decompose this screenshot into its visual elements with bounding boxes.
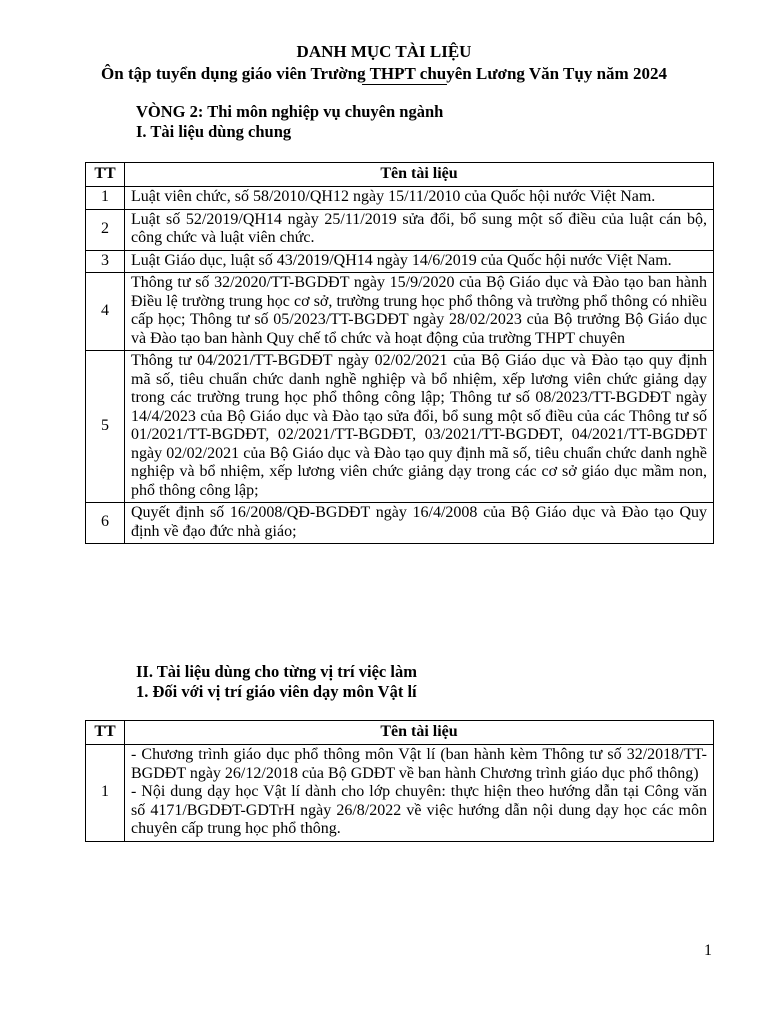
section2-heading: II. Tài liệu dùng cho từng vị trí việc làm (136, 662, 417, 681)
row-number: 4 (86, 273, 125, 351)
title-underline (362, 84, 447, 85)
table-row (86, 273, 714, 351)
document-name: Thông tư số 32/2020/TT-BGDĐT ngày 15/9/2020 của Bộ Giáo dục và Đào tạo ban hành Điều lệ trường trung học cơ sở, trường trung học phổ thông và trường phổ thông có nhiều cấp học; Thông tư số 05/2023/TT-BGDĐT ngày 28/02/2023 của Bộ trưởng Bộ Giáo dục và Đào tạo ban hành Quy chế tổ chức và hoạt động của trường THPT chuyên (125, 273, 714, 351)
document-name: Luật Giáo dục, luật số 43/2019/QH14 ngày 14/6/2019 của Quốc hội nước Việt Nam. (125, 250, 714, 273)
physics-documents-table (85, 720, 714, 842)
document-name: Luật số 52/2019/QH14 ngày 25/11/2019 sửa đổi, bổ sung một số điều của luật cán bộ, công chức và luật viên chức. (125, 209, 714, 250)
section2-sub-heading: 1. Đối với vị trí giáo viên dạy môn Vật lí (136, 682, 417, 701)
table-row (86, 187, 714, 210)
round-heading: VÒNG 2: Thi môn nghiệp vụ chuyên ngành (136, 102, 444, 121)
header-document-name: Tên tài liệu (125, 721, 714, 745)
common-documents-table (85, 162, 714, 544)
table-row (86, 351, 714, 503)
row-number: 3 (86, 250, 125, 273)
table-row (86, 503, 714, 544)
table-header-row (86, 721, 714, 745)
header-tt: TT (86, 163, 125, 187)
section1-heading: I. Tài liệu dùng chung (136, 122, 292, 141)
row-number: 6 (86, 503, 125, 544)
header-document-name: Tên tài liệu (125, 163, 714, 187)
table-row (86, 745, 714, 842)
document-name: Quyết định số 16/2008/QĐ-BGDĐT ngày 16/4/2008 của Bộ Giáo dục và Đào tạo Quy định về đạo đức nhà giáo; (125, 503, 714, 544)
table-header-row (86, 163, 714, 187)
row-number: 5 (86, 351, 125, 503)
document-name: Luật viên chức, số 58/2010/QH12 ngày 15/11/2010 của Quốc hội nước Việt Nam. (125, 187, 714, 210)
table-row (86, 209, 714, 250)
page-number: 1 (704, 942, 712, 959)
header-tt: TT (86, 721, 125, 745)
row-number: 1 (86, 187, 125, 210)
row-number: 2 (86, 209, 125, 250)
document-name: Thông tư 04/2021/TT-BGDĐT ngày 02/02/2021 của Bộ Giáo dục và Đào tạo quy định mã số, tiêu chuẩn chức danh nghề nghiệp và bổ nhiệm, xếp lương viên chức giảng dạy trong các trường trung học phổ thông công lập; Thông tư số 08/2023/TT-BGDĐT ngày 14/4/2023 của Bộ Giáo dục và Đào tạo sửa đổi, bổ sung một số điều của các Thông tư số 01/2021/TT-BGDĐT, 02/2021/TT-BGDĐT, 03/2021/TT-BGDĐT, 04/2021/TT-BGDĐT ngày 02/02/2021 của Bộ Giáo dục và Đào tạo quy định mã số, tiêu chuẩn chức danh nghề nghiệp và bổ nhiệm, xếp lương viên chức giảng dạy trong các cơ sở giáo dục mầm non, phổ thông công lập; (125, 351, 714, 503)
document-name-cell (125, 745, 714, 842)
document-item-curriculum: - Chương trình giáo dục phổ thông môn Vật lí (ban hành kèm Thông tư số 32/2018/TT-BGDĐT ngày 26/12/2018 của Bộ GDĐT về ban hành Chương trình giáo dục phổ thông) (131, 746, 707, 782)
title-block (0, 41, 768, 85)
document-subtitle: Ôn tập tuyển dụng giáo viên Trường THPT chuyên Lương Văn Tụy năm 2024 (101, 64, 667, 83)
table-row (86, 250, 714, 273)
row-number: 1 (86, 745, 125, 842)
document-title: DANH MỤC TÀI LIỆU (296, 42, 472, 61)
document-item-specialized-content: - Nội dung dạy học Vật lí dành cho lớp chuyên: thực hiện theo hướng dẫn tại Công văn số 4171/BGDĐT-GDTrH ngày 26/8/2022 về việc hướng dẫn nội dung dạy học các môn chuyên cấp trung học phổ thông. (131, 783, 707, 837)
